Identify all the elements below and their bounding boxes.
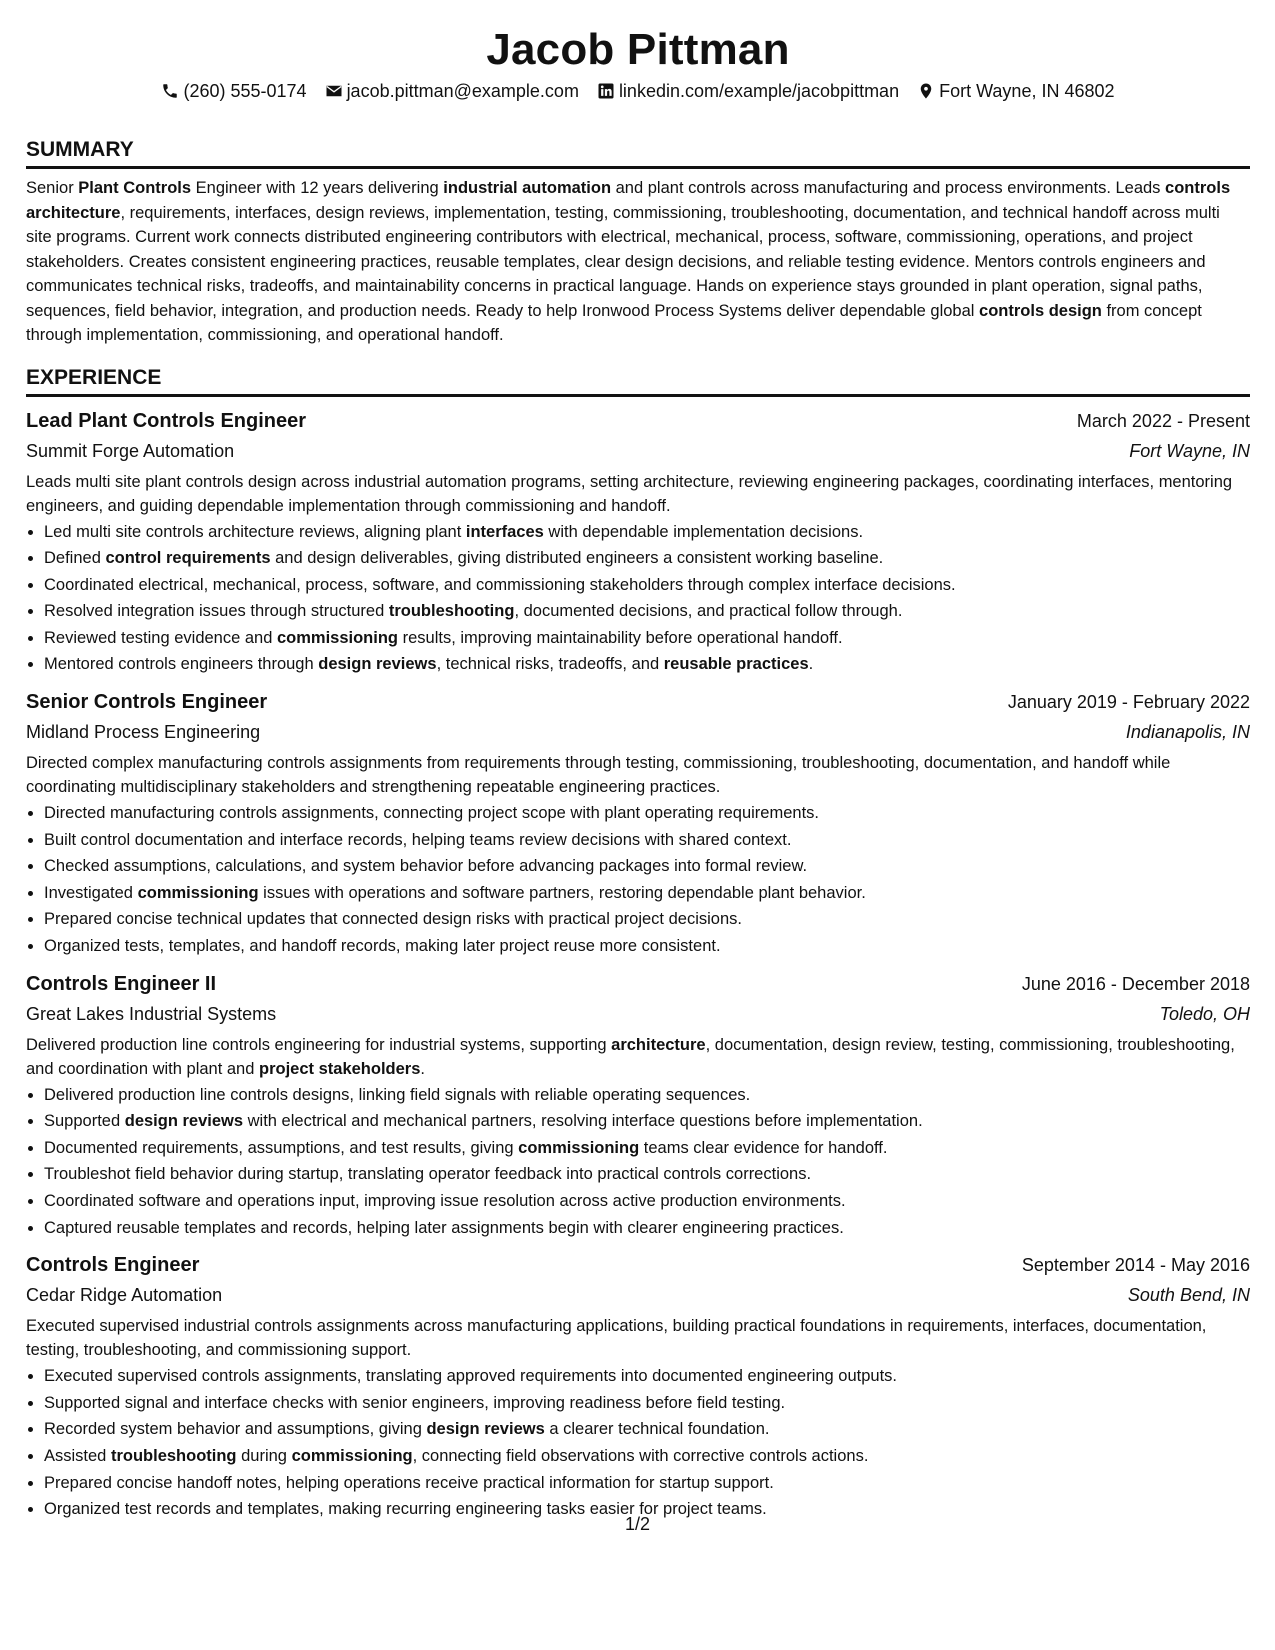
bold-keyword: design reviews [426,1420,545,1439]
bullet-item [44,1363,1250,1390]
text-run: Organized tests, templates, and handoff records, making later project reuse more consistent. [44,937,721,956]
linkedin-text: linkedin.com/example/jacobpittman [618,81,900,101]
bold-keyword: Plant Controls [78,179,192,197]
text-run: Investigated [44,883,138,902]
page-number: 1/2 [624,1514,651,1534]
text-run: Directed complex manufacturing controls assignments from requirements through testing, commissioning, troubleshooting, documentation, and handoff while coordinating multidisciplinary stakeholders and strengthening repeatable engineering practices. [26,754,1171,797]
job-bullets [26,519,1250,679]
job-location: Fort Wayne, IN [1129,440,1250,461]
text-run: , technical risks, tradeoffs, and [436,655,664,674]
text-run: Supported [44,1112,125,1131]
text-run: Recorded system behavior and assumptions, giving [44,1420,427,1439]
text-run: Leads multi site plant controls design across industrial automation programs, setting architecture, reviewing engineering packages, coordinating interfaces, mentoring engineers, and guiding dependable implementation through commissioning and handoff. [26,472,1233,515]
bullet-item [44,651,1250,678]
bullet-item [44,1416,1250,1443]
text-run: Troubleshot field behavior during startup, translating operator feedback into practical controls corrections. [44,1165,812,1184]
text-run: and design deliverables, giving distributed engineers a consistent working baseline. [270,549,884,568]
job-title: Senior Controls Engineer [26,691,268,714]
bullet-item [44,598,1250,625]
text-run: Executed supervised controls assignments, translating approved requirements into documented engineering outputs. [44,1367,898,1386]
text-run: , connecting field observations with corrective controls actions. [412,1446,869,1465]
job-description [26,751,1250,799]
contact-email[interactable] [325,79,579,103]
text-run: Coordinated software and operations input, improving issue resolution across active production environments. [44,1192,846,1210]
candidate-name: Jacob Pittman [486,25,790,74]
bullet-item [44,1443,1250,1470]
bullet-item [44,880,1250,907]
job-company: Cedar Ridge Automation [26,1285,223,1306]
text-run: Built control documentation and interface records, helping teams review decisions with shared context. [44,830,792,849]
text-run: Engineer with 12 years delivering [191,179,444,197]
email-text: jacob.pittman@example.com [346,81,579,101]
bullet-item [44,1188,1250,1215]
map-pin-icon [917,82,935,100]
bold-keyword: industrial automation [443,179,612,197]
bold-keyword: project stakeholders [259,1059,421,1078]
bullet-item [44,800,1250,827]
job-bullets [26,800,1250,960]
text-run: from concept through implementation, commissioning, and operational handoff. [26,301,1202,344]
text-run: . [808,655,814,674]
bold-keyword: control requirements [105,549,271,568]
contact-bar [26,79,1250,103]
job-company-row [26,1280,1250,1311]
text-run: Executed supervised industrial controls assignments across manufacturing applications, building practical foundations in requirements, interfaces, documentation, testing, troubleshooting, and commissioning support. [26,1317,1207,1360]
job-company: Summit Forge Automation [26,440,235,461]
bullet-item [44,519,1250,546]
bullet-item [44,853,1250,880]
text-run: Captured reusable templates and records, helping later assignments begin with clearer engineering practices. [44,1218,844,1237]
job-header-row [26,406,1250,436]
job-company: Great Lakes Industrial Systems [26,1003,277,1024]
text-run: Led multi site controls architecture reviews, aligning plant [44,522,466,541]
job-dates: September 2014 - May 2016 [1021,1255,1250,1276]
text-run: Delivered production line controls designs, linking field signals with reliable operating sequences. [44,1085,751,1104]
text-run: Documented requirements, assumptions, and test results, giving [44,1138,519,1157]
bold-keyword: interfaces [465,522,544,541]
bold-keyword: controls architecture [26,179,1231,222]
resume-page [26,0,1250,1523]
bullet-item [44,1161,1250,1188]
bullet-item [44,1082,1250,1109]
bold-keyword: architecture [611,1035,706,1054]
envelope-icon [325,82,343,100]
job-title: Controls Engineer II [26,972,217,995]
bold-keyword: reusable practices [663,655,809,674]
job-entry [26,969,1250,1242]
job-company-row [26,436,1250,467]
job-location: Indianapolis, IN [1125,722,1250,743]
job-entry [26,1250,1250,1523]
job-location: Toledo, OH [1159,1003,1250,1024]
bullet-item [44,1215,1250,1242]
text-run: Senior [26,179,79,197]
text-run: results, improving maintainability before operational handoff. [398,628,843,647]
text-run: Supported signal and interface checks with senior engineers, improving readiness before field testing. [44,1393,786,1412]
text-run: Defined [44,549,106,568]
text-run: Resolved integration issues through structured [44,602,389,621]
text-run: issues with operations and software partners, restoring dependable plant behavior. [258,883,866,902]
text-run: , documented decisions, and practical follow through. [514,602,903,621]
text-run: Mentored controls engineers through [44,655,319,674]
bold-keyword: troubleshooting [388,602,515,621]
job-company: Midland Process Engineering [26,722,261,743]
text-run: during [236,1446,292,1465]
text-run: Coordinated electrical, mechanical, process, software, and commissioning stakeholders through complex interface decisions. [44,575,956,594]
contact-location [917,79,1114,103]
summary-text [26,176,1250,348]
bold-keyword: controls design [979,301,1102,320]
experience-list [26,406,1250,1523]
job-bullets [26,1082,1250,1242]
location-text: Fort Wayne, IN 46802 [939,81,1115,101]
job-company-row [26,717,1250,748]
phone-icon [161,82,179,100]
text-run: with electrical and mechanical partners, resolving interface questions before implementation. [243,1112,923,1131]
job-entry [26,687,1250,960]
text-run: , requirements, interfaces, design reviews, implementation, testing, commissioning, troubleshooting, documentation, and technical handoff across multi site programs. Current work connects distributed engineering contributors with electrical, mechanical, process, software, commissioning, operations, and project stakeholders. Creates consistent engineering practices, reusable templates, clear design decisions, and reliable testing evidence. Mentors controls engineers and communicates technical risks, tradeoffs, and maintainability concerns in practical language. Hands on experience stays grounded in plant operation, signal paths, sequences, field behavior, integration, and production needs. Ready to help Ironwood Process Systems deliver dependable global [26,203,1220,320]
bold-keyword: commissioning [518,1138,640,1157]
text-run: Prepared concise technical updates that connected design risks with practical project decisions. [44,910,742,929]
bold-keyword: commissioning [276,628,399,647]
bullet-item [44,625,1250,652]
bold-keyword: troubleshooting [110,1446,237,1465]
bold-keyword: commissioning [137,883,259,902]
job-description [26,470,1250,518]
job-entry [26,406,1250,679]
text-run: Reviewed testing evidence and [44,628,277,647]
bullet-item [44,572,1250,599]
bullet-item [44,1135,1250,1162]
bold-keyword: design reviews [318,655,437,674]
text-run: Directed manufacturing controls assignments, connecting project scope with plant operating requirements. [44,804,819,823]
experience-heading: EXPERIENCE [26,365,1250,397]
text-run: Assisted [44,1446,111,1465]
bold-keyword: commissioning [291,1446,413,1465]
job-header-row [26,1250,1250,1280]
job-title: Lead Plant Controls Engineer [26,409,307,432]
job-company-row [26,999,1250,1030]
job-dates: March 2022 - Present [1076,410,1250,431]
text-run: . [420,1059,425,1078]
bullet-item [44,1390,1250,1417]
job-header-row [26,687,1250,717]
text-run: Organized test records and templates, making recurring engineering tasks easier for project teams. [44,1500,767,1519]
bullet-item [44,906,1250,933]
text-run: and plant controls across manufacturing and process environments. Leads [611,179,1166,197]
text-run: Prepared concise handoff notes, helping operations receive practical information for startup support. [44,1473,774,1492]
job-location: South Bend, IN [1127,1285,1250,1306]
summary-heading: SUMMARY [26,137,1250,169]
job-header-row [26,969,1250,999]
bullet-item [44,1108,1250,1135]
text-run: a clearer technical foundation. [544,1420,770,1439]
bold-keyword: design reviews [124,1112,244,1131]
text-run: with dependable implementation decisions. [543,522,864,541]
job-description [26,1033,1250,1081]
text-run: Delivered production line controls engineering for industrial systems, supporting [26,1035,612,1054]
bullet-item [44,933,1250,960]
job-description [26,1314,1250,1362]
job-dates: June 2016 - December 2018 [1021,973,1250,994]
linkedin-icon [597,82,615,100]
phone-text: (260) 555-0174 [183,81,307,101]
bullet-item [44,827,1250,854]
text-run: teams clear evidence for handoff. [639,1138,888,1157]
contact-phone [161,79,306,103]
job-title: Controls Engineer [26,1254,200,1277]
bullet-item [44,545,1250,572]
bullet-item [44,1470,1250,1497]
text-run: Checked assumptions, calculations, and system behavior before advancing packages into formal review. [44,857,808,876]
job-bullets [26,1363,1250,1523]
job-dates: January 2019 - February 2022 [1007,692,1250,713]
contact-linkedin[interactable] [597,79,899,103]
text-run: , documentation, design review, testing, commissioning, troubleshooting, and coordination with plant and [26,1035,1235,1078]
